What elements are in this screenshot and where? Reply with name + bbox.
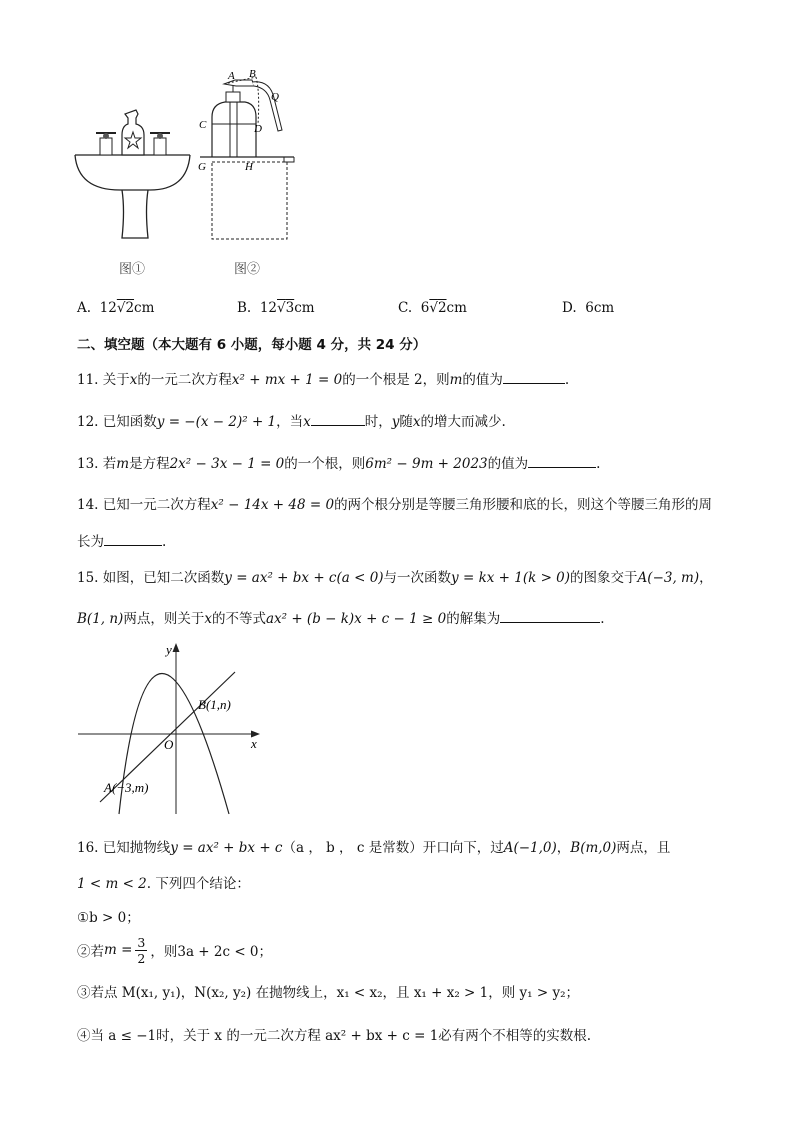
- answer-blank-13[interactable]: [528, 455, 596, 468]
- figure-1-basin: [70, 100, 195, 245]
- y-axis-label: y: [166, 642, 172, 657]
- question-15-line2: B(1, n)两点，则关于x的不等式ax² + (b − k)x + c − 1 ≥ 0的解集为 .: [77, 611, 605, 627]
- conclusion-2: ②若 m = $\frac{3}{2}$ ，则3a + 2c < 0；: [77, 934, 273, 966]
- figure-1-caption: 图①: [119, 262, 146, 277]
- answer-blank-11[interactable]: [503, 371, 565, 384]
- label-A: A: [228, 70, 235, 82]
- figure-2-dispenser: [190, 62, 310, 242]
- question-14: 14. 已知一元二次方程x² − 14x + 48 = 0的两个根分别是等腰三角形腰和底的长，则这个等腰三角形的周: [77, 497, 713, 513]
- question-11: 11. 关于x的一元二次方程x² + mx + 1 = 0的一个根是 2，则m的值为 .: [77, 372, 570, 388]
- point-B-label: B(1,n): [198, 697, 231, 712]
- section-title: 二、填空题（本大题有 6 小题，每小题 4 分，共 24 分）: [77, 337, 427, 353]
- question-13: 13. 若m是方程2x² − 3x − 1 = 0的一个根，则6m² − 9m + 2023的值为 .: [77, 456, 601, 472]
- question-14-line2: 长为 .: [77, 534, 167, 550]
- question-16: 16. 已知抛物线y = ax² + bx + c（a ， b ， c 是常数）开口向下，过A(−1,0)，B(m,0)两点，且: [77, 840, 671, 856]
- label-Q: Q: [271, 91, 279, 103]
- conclusion-4: ④当 a ≤ −1时，关于 x 的一元二次方程 ax² + bx + c = 1必有两个不相等的实数根.: [77, 1028, 592, 1044]
- question-16-line2: 1 < m < 2. 下列四个结论：: [77, 876, 250, 892]
- choice-A: A. 12√2cm: [77, 300, 155, 316]
- point-A-label: A(−3,m): [104, 780, 149, 795]
- answer-blank-12[interactable]: [311, 413, 365, 426]
- choice-C: C. 6√2cm: [398, 300, 467, 316]
- origin-label: O: [164, 737, 174, 752]
- figure-2-caption: 图②: [234, 262, 261, 277]
- conclusion-3: ③若点 M(x₁, y₁)，N(x₂, y₂) 在抛物线上，x₁ < x₂，且 x₁ + x₂ > 1，则 y₁ > y₂；: [77, 985, 580, 1001]
- choice-B: B. 12√3cm: [237, 300, 315, 316]
- label-D: D: [254, 123, 262, 135]
- question-15: 15. 如图，已知二次函数y = ax² + bx + c(a < 0)与一次函数y = kx + 1(k > 0)的图象交于A(−3, m)，: [77, 570, 713, 586]
- fraction-numerator: 3: [137, 934, 146, 950]
- q15-graph: [75, 638, 275, 816]
- fraction-denominator: 2: [137, 950, 146, 966]
- label-C: C: [199, 119, 207, 131]
- label-H: H: [245, 161, 253, 173]
- conclusion-1: ①b > 0；: [77, 910, 140, 926]
- question-12: 12. 已知函数y = −(x − 2)² + 1，当x 时，y随x的增大而减少.: [77, 414, 506, 430]
- x-axis-label: x: [251, 736, 257, 751]
- answer-blank-14[interactable]: [104, 533, 162, 546]
- choice-D: D. 6cm: [562, 300, 615, 316]
- label-G: G: [198, 161, 206, 173]
- answer-blank-15[interactable]: [500, 610, 600, 623]
- label-B: B: [249, 68, 256, 80]
